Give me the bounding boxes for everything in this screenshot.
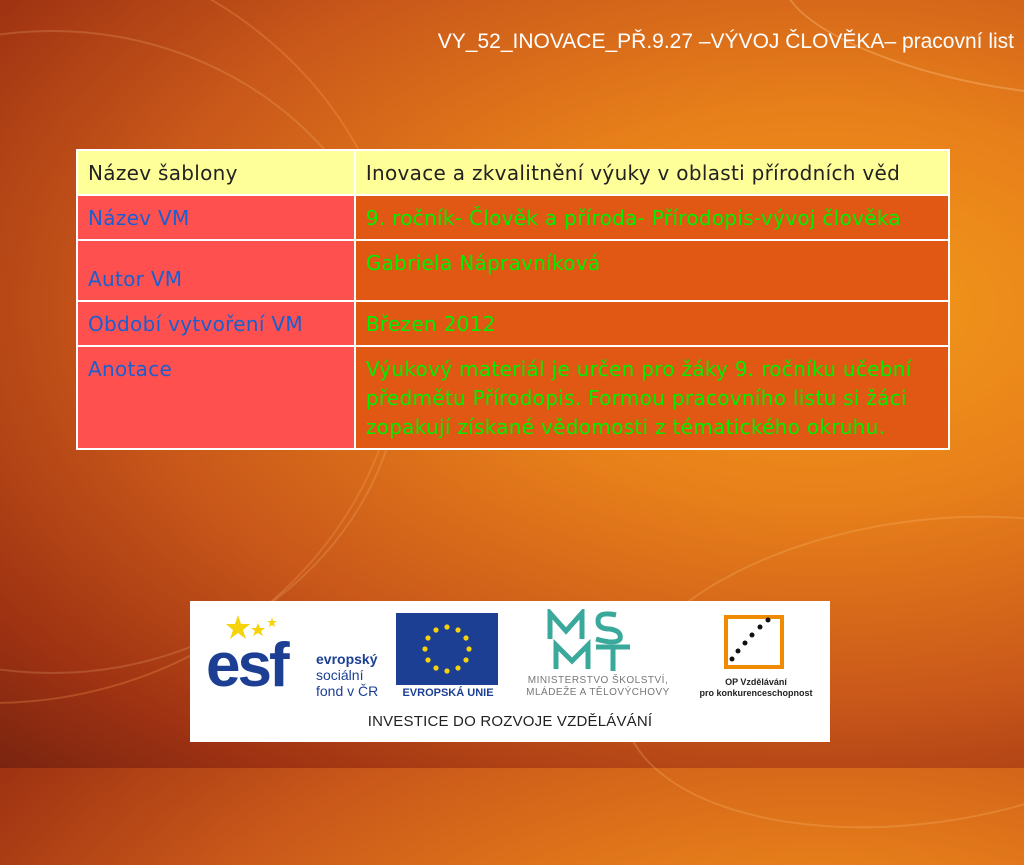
op-logo-icon [720,611,790,673]
row-label: Název šablony [77,150,355,195]
msmt-logo-icon [546,609,636,673]
esf-logo [206,613,386,703]
metadata-table [76,149,950,450]
esf-text [316,651,378,699]
row-value: Gabriela Nápravníková [355,240,949,301]
op-line: pro konkurenceschopnost [699,688,813,698]
esf-letters: esf [206,631,287,700]
table-row [77,150,949,195]
op-line: OP Vzdělávání [725,677,787,687]
esf-line: sociální [316,667,364,683]
row-value: Inovace a zkvalitnění výuky v oblasti přírodních věd [355,150,949,195]
row-label: Období vytvoření VM [77,301,355,346]
table-row [77,301,949,346]
op-label [686,677,826,699]
table-row [77,346,949,449]
table-row [77,240,949,301]
msmt-label [508,675,688,699]
row-label: Autor VM [77,240,355,301]
row-value: Výukový materiál je určen pro žáky 9. ročníku učební předmětu Přírodopis. Formou pracovního listu si žáci zopakují získané vědomosti z tématického okruhu. [355,346,949,449]
row-label: Název VM [77,195,355,240]
row-label: Anotace [77,346,355,449]
esf-line: fond v ČR [316,683,379,699]
row-value: 9. ročník- Člověk a příroda- Přírodopis-vývoj člověka [355,195,949,240]
esf-line: evropský [316,651,378,667]
investment-label: INVESTICE DO ROZVOJE VZDĚLÁVÁNÍ [367,713,653,730]
table-row [77,195,949,240]
msmt-line: MLÁDEŽE A TĚLOVÝCHOVY [526,687,670,698]
eu-label: EVROPSKÁ UNIE [402,687,494,699]
msmt-line: MINISTERSTVO ŠKOLSTVÍ, [527,675,669,686]
eu-flag-icon [396,613,498,685]
background-swirl [772,0,1024,125]
slide-title: VY_52_INOVACE_PŘ.9.27 –VÝVOJ ČLOVĚKA– pracovní list [437,30,1014,53]
funding-logo-strip [190,601,830,742]
row-value: Březen 2012 [355,301,949,346]
